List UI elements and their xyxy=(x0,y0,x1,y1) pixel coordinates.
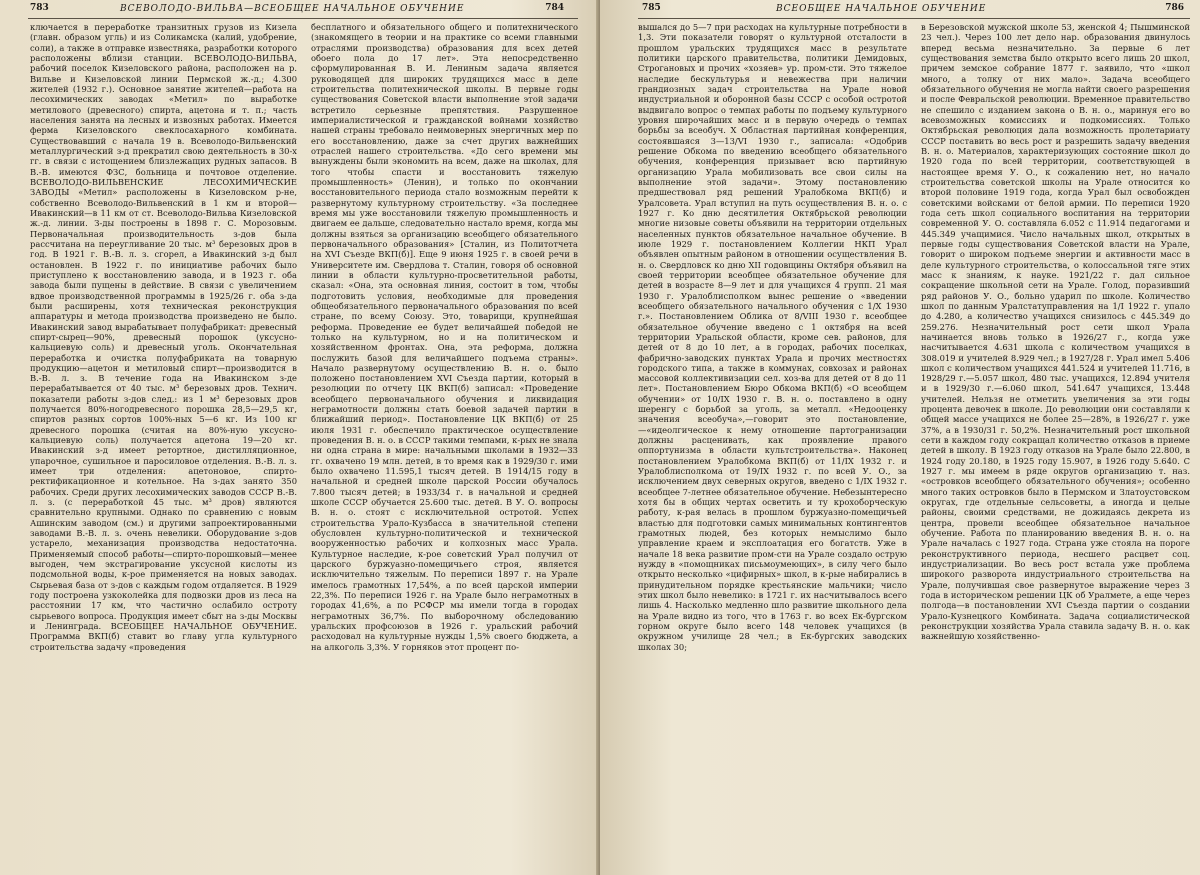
text-columns xyxy=(30,22,578,869)
page-number: 785 xyxy=(642,3,661,13)
column-text: бесплатного и обязательного общего и политехнического (знакомящего в теории и на практике со всеми главными отраслями производства) образования для всех детей обоего пола до 17 лет». Эта непосредственно сформулированная В. И. Лениным задача является руководящей для широких трудящихся масс в деле строительства политехнической школы. В первые годы существования Советской власти выполнение этой задачи встретило серьезные препятствия. Разрушенное империалистической и гражданской войнами хозяйство нашей страны требовало неимоверных энергичных мер по его восстановлению, даже за счет других важнейших отраслей нашего строительства. «До сего времени мы вынуждены были экономить на всем, даже на школах, для того чтобы спасти и восстановить тяжелую промышленность» (Ленин), и только по окончании восстановительного периода стало возможным перейти к развернутому культурному строительству. «За последнее время мы уже восстановили тяжелую промышленность и двигаем ее дальше, следовательно настало время, когда мы должны взяться за организацию всеобщего обязательного первоначального образования» [Сталин, из Политотчета на XVI Съезде ВКП(б)]. Еще 9 июня 1925 г. в своей речи в Университете им. Свердлова т. Сталин, говоря об основной линии в области культурно-просветительной работы, сказал: «Она, эта основная линия, состоит в том, чтобы подготовить условия, необходимые для проведения общеобязательного первоначального образования по всей стране, по всему Союзу. Это, товарищи, крупнейшая реформа. Проведение ее будет величайшей победой не только на культурном, но и на политическом и хозяйственном фронтах. Она, эта реформа, должна послужить базой для величайшего подъема страны». Начало развернутому осуществлению В. н. о. было положено постановлением XVI Съезда партии, который в резолюции по отчету ЦК ВКП(б) записал: «Проведение всеобщего первоначального обучения и ликвидация неграмотности должны стать боевой задачей партии в ближайший период». Постановление ЦК ВКП(б) от 25 июля 1931 г. обеспечило практическое осуществление проведения В. н. о. в СССР такими темпами, к-рых не знала ни одна страна в мире: начальными школами в 1932—33 гг. охвачено 19 млн. детей, в то время как в 1929/30 г. ими было охвачено 11.595,1 тысяч детей. В 1914/15 году в начальной и средней школе царской России обучалось 7.800 тысяч детей; в 1933/34 г. в начальной и средней школе СССР обучается 25.600 тыс. детей. В У. О. вопросы В. н. о. стоят с исключительной остротой. Успех строительства Урало-Кузбасса в значительной степени обусловлен культурно-политической и технической вооруженностью рабочих и колхозных масс Урала. Культурное наследие, к-рое советский Урал получил от царского буржуазно-помещичьего строя, является исключительно тяжелым. По переписи 1897 г. на Урале имелось грамотных 17,54%, а по всей царской империи 22,3%. По переписи 1926 г. на Урале было неграмотных в городах 41,6%, а по РСФСР мы имели тогда в городах неграмотных 36,7%. По выборочному обследованию уральских профсоюзов в 1926 г. уральский рабочий расходовал на культурные нужды 1,5% своего бюджета, а на алкоголь 3,3%. У горняков этот процент по- xyxy=(311,22,578,652)
header-rule xyxy=(638,18,1190,19)
running-title: ВСЕОБЩЕЕ НАЧАЛЬНОЕ ОБУЧЕНИЕ xyxy=(776,4,987,14)
right-page-header xyxy=(600,3,1200,17)
left-page-header xyxy=(0,3,600,17)
text-columns xyxy=(638,22,1190,869)
page-number: 783 xyxy=(30,3,49,13)
column-text: ключается в переработке транзитных грузов из Кизела (главн. образом угль) и из Соликамска (калий, удобрение, соли), а также в отправке известняка, разработки которого расположены вблизи станции. ВСЕВОЛОДО-ВИЛЬВА, рабочий поселок Кизеловского района, расположен на р. Вильве и Кизеловской линии Пермской ж.-д.; 4.300 жителей (1932 г.). Основное занятие жителей—работа на лесохимических заводах «Метил» по выработке метилового (древесного) спирта, ацетона и т. п.; часть населения занята на лесных и извозных работах. Имеется ферма Кизеловского свеклосахарного комбината. Существовавший с начала 19 в. Всеволодо-Вильвенский металлургический з-д прекратил свою деятельность в 30-х гг. в связи с истощением близлежащих рудных запасов. В В.-В. имеются ФЗС, больница и почтовое отделение. ВСЕВОЛОДО-ВИЛЬВЕНСКИЕ ЛЕСОХИМИЧЕСКИЕ ЗАВОДЫ «Метил» расположены в Кизеловском р-не, собственно Всеволодо-Вильвенский в 1 км и второй—Ивакинский—в 11 км от ст. Всеволодо-Вильва Кизеловской ж.-д. линии. З-ды построены в 1898 г. С. Морозовым. Первоначальная производительность з-дов была рассчитана на переугливание 20 тыс. м³ березовых дров в год. В 1921 г. В.-В. л. з. сгорел, а Ивакинский з-д был остановлен. В 1922 г. по инициативе рабочих было приступлено к восстановлению завода, и в 1923 г. оба завода были пущены в действие. В связи с увеличением вдвое производственной программы в 1925/26 г. оба з-да были расширены, хотя техническая реконструкция аппаратуры и метода производства произведено не было. Ивакинский завод вырабатывает полуфабрикат: древесный спирт-сырец—90%, древесный порошок (уксусно-кальциевую соль) и древесный уголь. Окончательная переработка и очистка полуфабриката на товарную продукцию—ацетон и метиловый спирт—производится в В.-В. л. з. В течение года на Ивакинском з-де перерабатывается от 40 тыс. м³ березовых дров. Технич. показатели работы з-дов след.: из 1 м³ березовых дров получается 80%-ногодревесного порошка 28,5—29,5 кг, спиртов разных сортов 100%-ных 5—6 кг. Из 100 кг древесного порошка (считая на 80%-ную уксусно-кальциевую соль) получается ацетона 19—20 кг. Ивакинский з-д имеет ретортное, дистилляционное, упарочное, сушильное и паросиловое отделения. В.-В. л. з. имеет три отделения: ацетоновое, спирто-ректификационное и котельное. На з-дах занято 350 рабочих. Среди других лесохимических заводов СССР В.-В. л. з. (с переработкой 45 тыс. м³ дров) являются сравнительно крупными. Однако по сравнению с новым Ашинским заводом (см.) и другими запроектированными заводами В.-В. л. з. очень невелики. Оборудование з-дов устарело, механизация производства недостаточна. Применяемый способ работы—спирто-порошковый—менее выгоден, чем экстрагирование уксусной кислоты из подсмольной воды, к-рое применяется на новых заводах. Сырьевая база от з-дов с каждым годом отдаляется. В 1929 году построена узкоколейка для подвозки дров из леса на расстоянии 17 км, что частично ослабило остроту сырьевого вопроса. Продукция имеет сбыт на з-ды Москвы и Ленинграда. ВСЕОБЩЕЕ НАЧАЛЬНОЕ ОБУЧЕНИЕ. Программа ВКП(б) ставит во главу угла культурного строительства задачу «проведения xyxy=(30,22,297,652)
text-column-1 xyxy=(30,22,297,869)
column-text: в Березовской мужской школе 53, женской 4; Пышминской 23 чел.). Через 100 лет дело нар. образования двинулось вперед весьма незначительно. За первые 6 лет существования земства было открыто всего лишь 20 школ, причем земское собрание 1877 г. заявило, что «школ много, а толку от них мало». Задача всеобщего обязательного обучения не могла найти своего разрешения и после Февральской революции. Временное правительство не спешило с изданием закона о В. н. о., маринуя его во всевозможных комиссиях и подкомиссиях. Только Октябрьская революция дала возможность пролетариату СССР поставить во весь рост и разрешить задачу введения В. н. о. Материалов, характеризующих состояние школ до 1920 года по всей территории, соответствующей в настоящее время У. О., к сожалению нет, но начало строительства советской школы на Урале относится ко второй половине 1919 года, когда Урал был освобожден советскими войсками от белой армии. По переписи 1920 года сеть школ социального воспитания на территории современной У. О. составляла 6.052 с 11.914 педагогами и 445.349 учащимися. Число начальных школ, открытых в первые годы существования Советской власти на Урале, говорит о широком подъеме энергии и активности масс в деле культурного строительства, о колоссальной тяге этих масс к знаниям, к науке. 1921/22 г. дал сильное сокращение школьной сети на Урале. Голод, поразивший ряд районов У. О., больно ударил по школе. Количество школ по данным Уралстатуправления на 1/I 1922 г. упало до 4.280, а количество учащихся снизилось с 445.349 до 259.276. Незначительный рост сети школ Урала начинается вновь только в 1926/27 г., когда уже насчитывается 4.631 школа с количеством учащихся в 308.019 и учителей 8.929 чел.; в 1927/28 г. Урал имел 5.406 школ с количеством учащихся 441.524 и учителей 11.716, в 1928/29 г.—5.057 школ, 480 тыс. учащихся, 12.894 учителя и в 1929/30 г.—6.060 школ, 541.647 учащихся, 13.448 учителей. Нельзя не отметить увеличения за эти годы процента девочек в школе. До революции они составляли к общей массе учащихся не более 25—28%, в 1926/27 г. уже 37%, а в 1930/31 г. 50,2%. Незначительный рост школьной сети в каждом году сокращал количество отказов в приеме детей в школу. В 1923 году отказов на Урале было 22.800, в 1924 году 20.180, в 1925 году 15.907, в 1926 году 5.640. С 1927 г. мы имеем в ряде округов организацию т. наз. «островков всеобщего обязательного обучения»; особенно много таких островков было в Пермском и Златоустовском округах, где отдельные сельсоветы, а иногда и целые районы, своими средствами, не дожидаясь декрета из центра, провели всеобщее обязательное начальное обучение. Работа по планированию введения В. н. о. на Урале началась с 1927 года. Страна уже стояла на пороге реконструктивного периода, несшего расцвет соц. индустриализации. Во весь рост встала уже проблема широкого разворота индустриального строительства на Урале, получившая свое развернутое выражение через 3 года в историческом решении ЦК об Уралмете, а еще через полгода—в постановлении XVI Съезда партии о создании Урало-Кузнецкого Комбината. Задача социалистической реконструкции хозяйства Урала ставила задачу В. н. о. как важнейшую хозяйственно- xyxy=(921,22,1190,642)
page-number: 786 xyxy=(1165,3,1184,13)
right-page xyxy=(600,0,1200,875)
running-title: ВСЕВОЛОДО-ВИЛЬВА—ВСЕОБЩЕЕ НАЧАЛЬНОЕ ОБУЧЕНИЕ xyxy=(120,4,465,14)
header-rule xyxy=(28,18,578,19)
page-number: 784 xyxy=(545,3,564,13)
text-column-3 xyxy=(638,22,907,869)
column-text: вышался до 5—7 при расходах на культурные потребности в 1,3. Эти показатели говорят о культурной отсталости в прошлом уральских трудящихся масс в результате политики царского правительства, политики Демидовых, Строгановых и прочих «хозяев» ур. пром-сти. Это тяжелое наследие бескультурья и невежества при наличии грандиозных задач строительства на Урале новой индустриальной и оборонной базы СССР с особой остротой выдвигало вопрос о темпах работы по подъему культурного уровня широчайших масс и в первую очередь о темпах борьбы за всеобуч. X Областная партийная конференция, состоявшаяся 3—13/VI 1930 г., записала: «Одобрив решение Обкома по введению всеобщего обязательного обучения, конференция призывает всю партийную организацию Урала мобилизовать все свои силы на выполнение этой задачи». Этому постановлению предшествовал ряд решений Уралобкома ВКП(б) и Уралсовета. Урал вступил на путь осуществления В. н. о. с 1927 г. Ко дню десятилетия Октябрьской революции многие низовые советы объявили на территории отдельных населенных пунктов обязательное начальное обучение. В июле 1929 г. постановлением Коллегии НКП Урал объявлен опытным районом в отношении осуществления В. н. о. Свердловск ко дню XII годовщины Октября объявил на своей территории всеобщее обязательное обучение для детей в возрасте 8—9 лет и для учащихся 4 групп. 21 мая 1930 г. Уралоблисполком вынес решение о «введении всеобщего обязательного начального обучения с 1/X 1930 г.». Постановлением Облика от 8/VIII 1930 г. всеобщее обязательное обучение введено с 1 октября на всей территории Уральской области, кроме сев. районов, для детей от 8 до 10 лет, а в городах, рабочих поселках, фабрично-заводских пунктах Урала и прочих местностях городского типа, а также в коммунах, совхозах и районах массовой коллективизации сел. хоз-ва для детей от 8 до 11 лет». Постановлением Бюро Обкома ВКП(б) «О всеобщем обучении» от 10/IX 1930 г. В. н. о. поставлено в одну шеренгу с борьбой за уголь, за металл. «Недооценку значения всеобуча»,—говорит это постановление,—«идеолгическое к нему отношение партогранизации должны расценивать, как проявление правого оппортунизма в области культстроительства». Наконец постановлением Уралобкома ВКП(б) от 11/IX 1932 г. и Уралоблисполкома от 19/IX 1932 г. по всей У. О., за исключением двух северных округов, введено с 1/IX 1932 г. всеобщее 7-летнее обязательное обучение. Небезынтересно хотя бы в общих чертах осветить и ту крохоборческую работу, к-рая велась в прошлом буржуазно-помещичьей властью для подготовки самых минимальных контингентов грамотных людей, без которых немыслимо было управление краем и эксплоатация его богатств. Уже в начале 18 века развитие пром-сти на Урале создало острую нужду в «помощниках письмоумеющих», в силу чего было открыто несколько «цифирных» школ, в к-рые набирались в принудительном порядке крестьянские мальчики; число этих школ было невелико: в 1721 г. их насчитывалось всего лишь 4. Насколько медленно шло развитие школьного дела на Урале видно из того, что в 1763 г. во всех Ек-бургском горном округе было всего 148 человек учащихся (в окружном училище 28 чел.; в Ек-бургских заводских школах 30; xyxy=(638,22,907,652)
text-column-2 xyxy=(311,22,578,869)
text-column-4 xyxy=(921,22,1190,869)
